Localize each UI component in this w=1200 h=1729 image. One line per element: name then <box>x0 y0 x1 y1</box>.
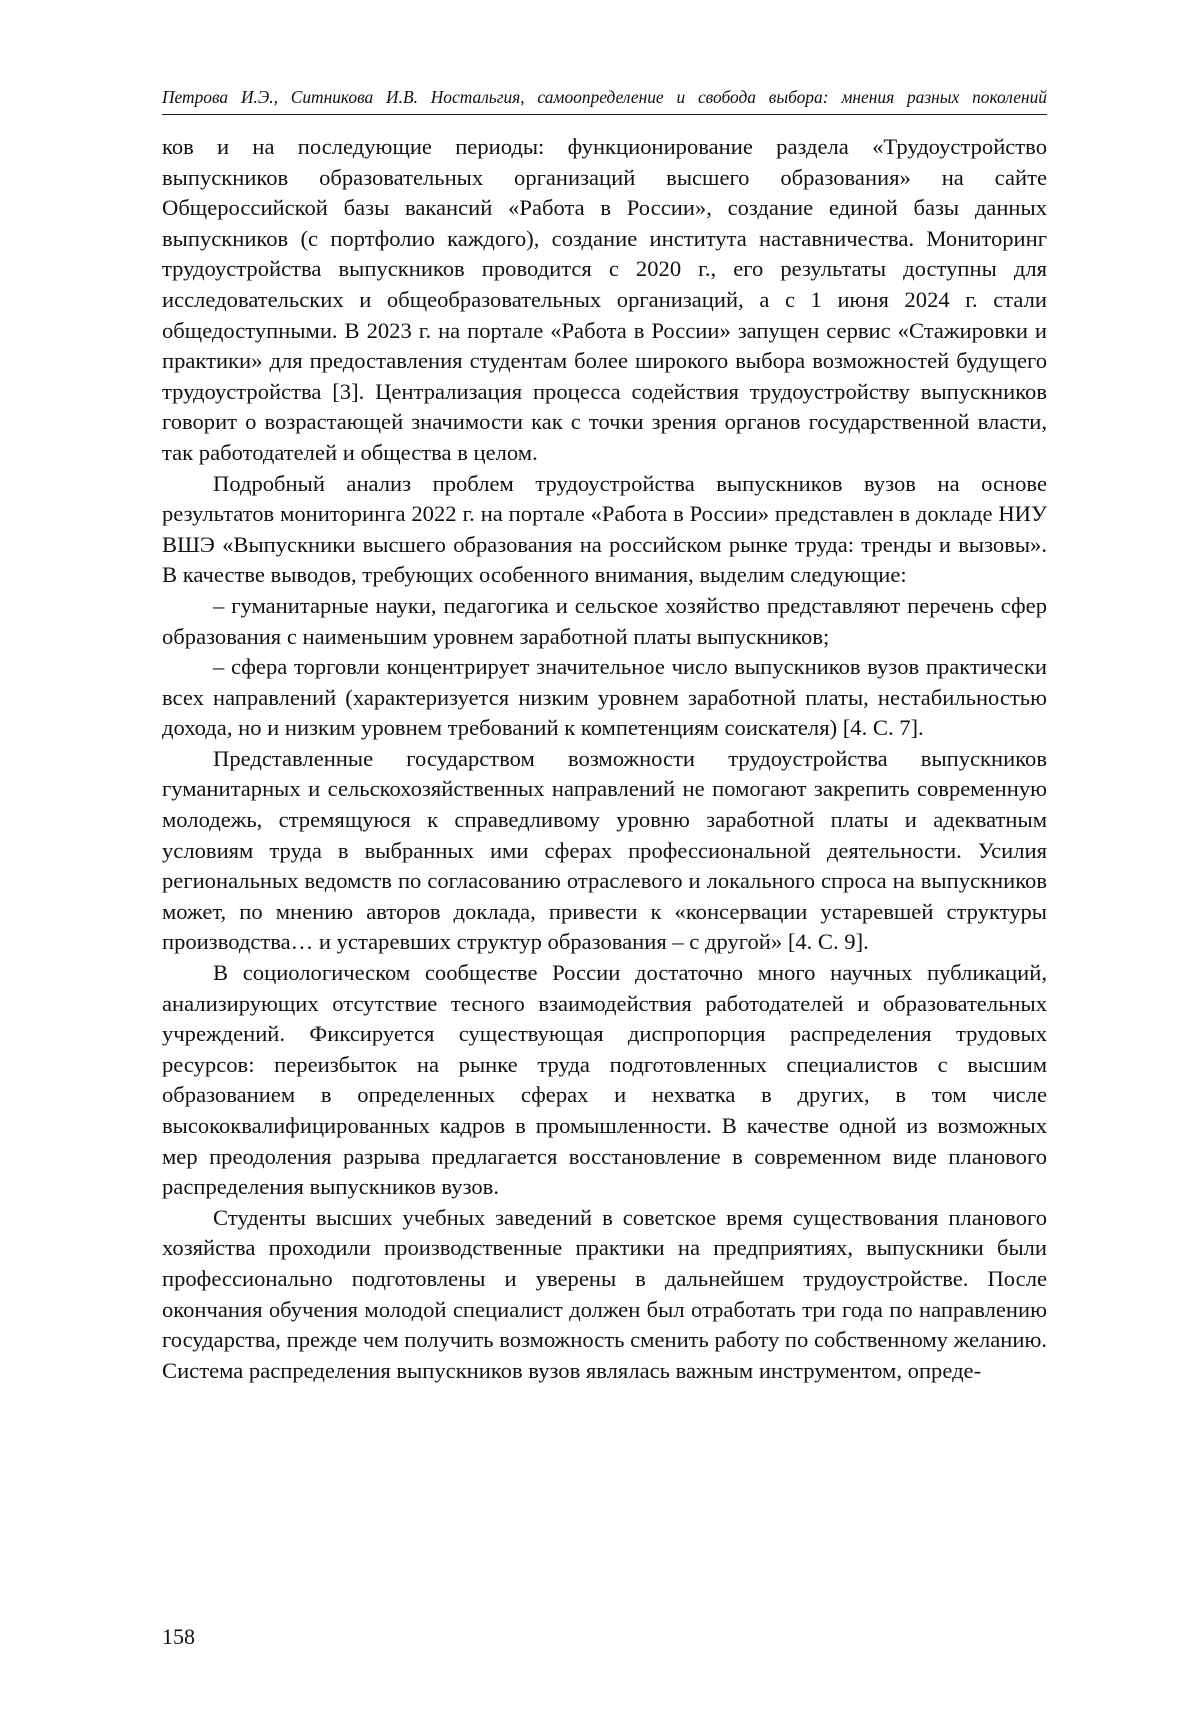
list-item-humanities: – гуманитарные науки, педагогика и сельское хозяйство представляют перечень сфер образования с наименьшим уровнем заработной платы выпускников; <box>162 592 1047 649</box>
page-number: 158 <box>162 1624 195 1649</box>
article-body <box>162 132 1047 1386</box>
paragraph-hse-report: Подробный анализ проблем трудоустройства выпускников вузов на основе результатов мониторинга 2022 г. на портале «Работа в России» представлен в докладе НИУ ВШЭ «Выпускники высшего образования на российском рынке труда: тренды и вызовы». В качестве выводов, требующих особенного внимания, выделим следующие: <box>162 470 1047 588</box>
paragraph-continuation: ков и на последующие периоды: функционирование раздела «Трудоустройство выпускников образовательных организаций высшего образования» на сайте Общероссийской базы вакансий «Работа в России», создание единой базы данных выпускников (с портфолио каждого), создание института наставничества. Мониторинг трудоустройства выпускников проводится с 2020 г., его результаты доступны для исследовательских и общеобразовательных организаций, а с 1 июня 2024 г. стали общедоступными. В 2023 г. на портале «Работа в России» запущен сервис «Стажировки и практики» для предоставления студентам более широкого выбора возможностей будущего трудоустройства [3]. Централизация процесса содействия трудоустройству выпускников говорит о возрастающей значимости как с точки зрения органов государственной власти, так работодателей и общества в целом. <box>162 134 1047 465</box>
list-item-trade: – сфера торговли концентрирует значительное число выпускников вузов практически всех направлений (характеризуется низким уровнем заработной платы, нестабильностью дохода, но и низким уровнем требований к компетенциям соискателя) [4. С. 7]. <box>162 654 1047 741</box>
running-header <box>162 84 1047 115</box>
paragraph-sociological-community: В социологическом сообществе России достаточно много научных публикаций, анализирующих отсутствие тесного взаимодействия работодателей и образовательных учреждений. Фиксируется существующая диспропорция распределения трудовых ресурсов: переизбыток на рынке труда подготовленных специалистов с высшим образованием в определенных сферах и нехватка в других, в том числе высококвалифицированных кадров в промышленности. В качестве одной из возможных мер преодоления разрыва предлагается восстановление в современном виде планового распределения выпускников вузов. <box>162 960 1047 1200</box>
running-title: Петрова И.Э., Ситникова И.В. Ностальгия, самоопределение и свобода выбора: мнения разных поколений <box>162 87 1047 107</box>
paragraph-state-opportunities: Представленные государством возможности трудоустройства выпускников гуманитарных и сельскохозяйственных направлений не помогают закрепить современную молодежь, стремящуюся к справедливому уровню заработной платы и адекватным условиям труда в выбранных ими сферах профессиональной деятельности. Усилия региональных ведомств по согласованию отраслевого и локального спроса на выпускников может, по мнению авторов доклада, привести к «консервации устаревшей структуры производства… и устаревших структур образования – с другой» [4. С. 9]. <box>162 745 1047 955</box>
paragraph-soviet-students: Студенты высших учебных заведений в советское время существования планового хозяйства проходили производственные практики на предприятиях, выпускники были профессионально подготовлены и уверены в дальнейшем трудоустройстве. После окончания обучения молодой специалист должен был отработать три года по направлению государства, прежде чем получить возможность сменить работу по собственному желанию. Система распределения выпускников вузов являлась важным инструментом, опреде- <box>162 1204 1047 1383</box>
